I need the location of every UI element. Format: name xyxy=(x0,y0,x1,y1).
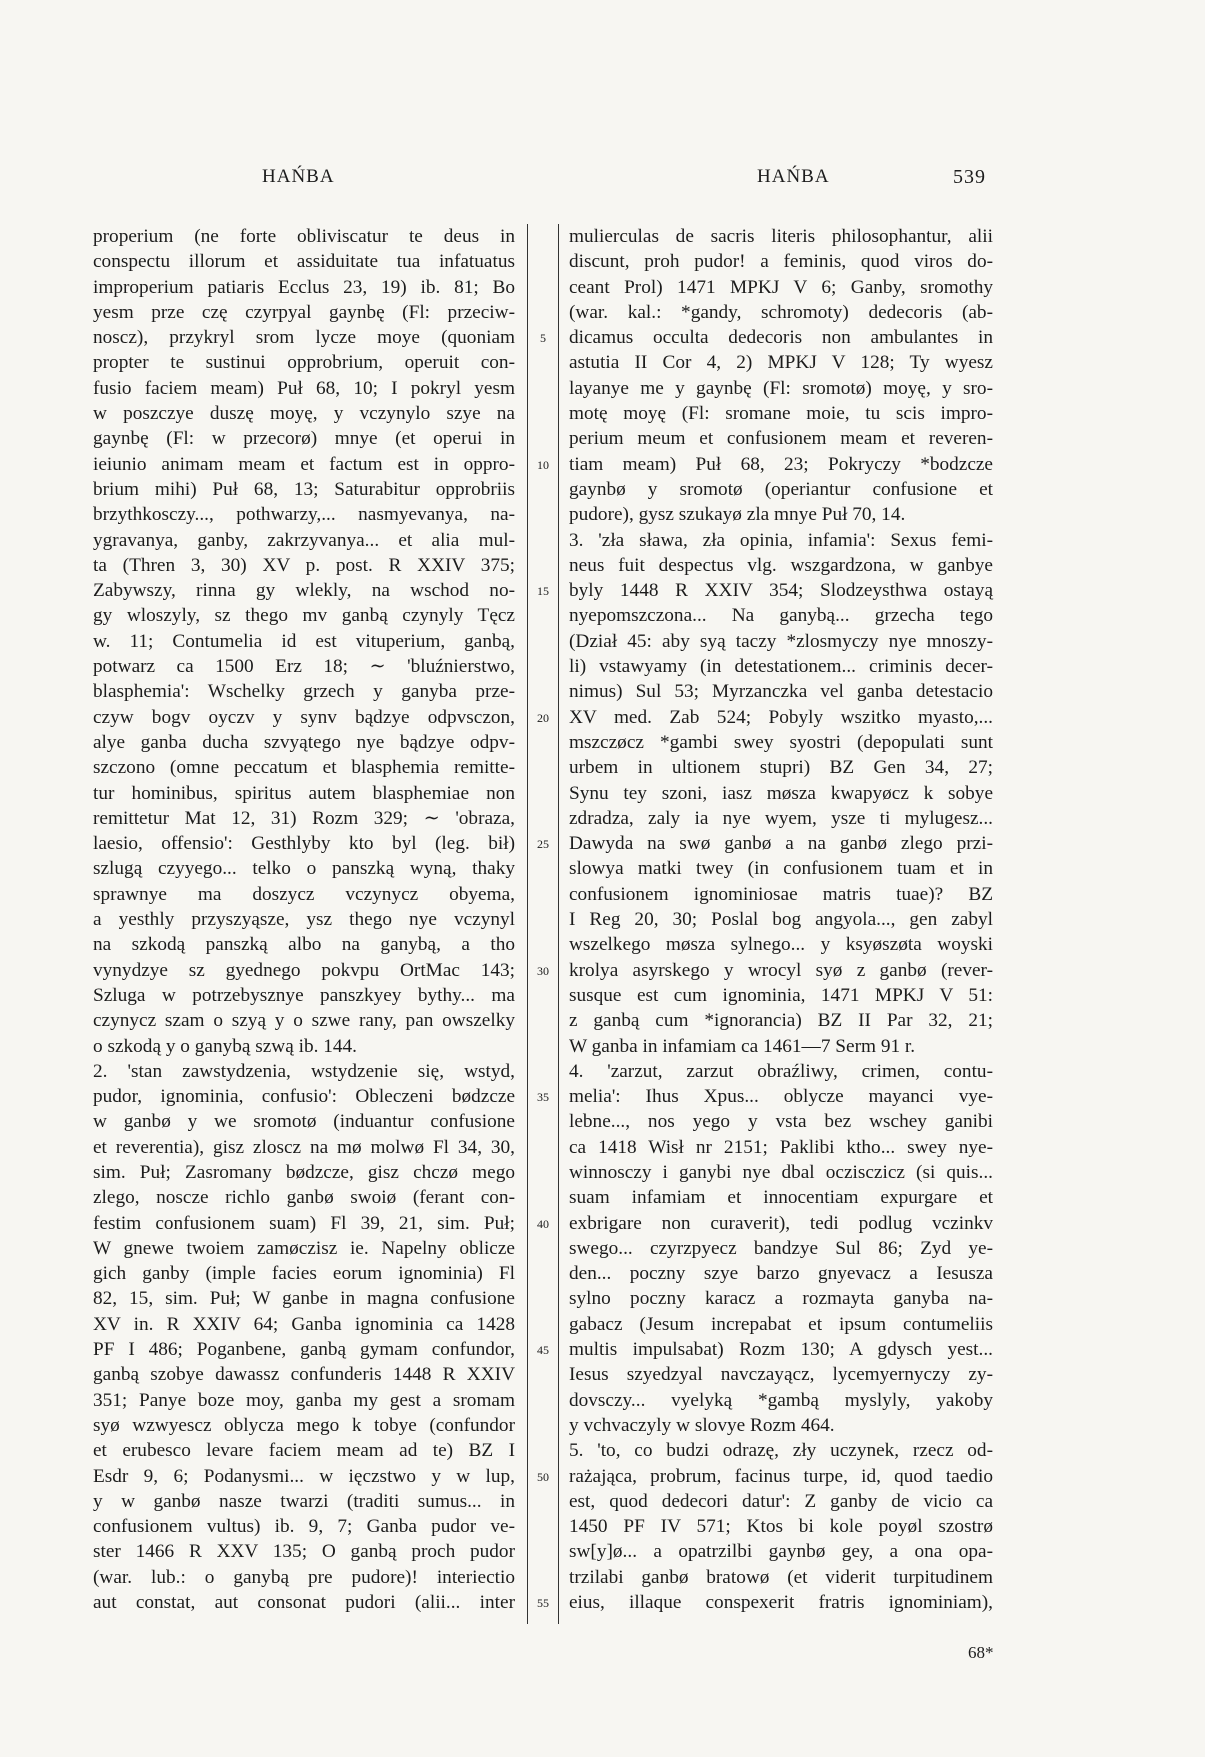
text-line: ta (Thren 3, 30) XV p. post. R XXIV 375; xyxy=(93,554,515,576)
text-line: mszczøcz *gambi swey syostri (depopulati sunt xyxy=(569,731,993,753)
text-line: sprawnye ma doszycz vczynycz obyema, xyxy=(93,883,515,905)
text-line: properium (ne forte obliviscatur te deus in xyxy=(93,226,515,247)
text-line: tiam meam) Puł 68, 23; Pokryczy *bodzcze xyxy=(569,453,993,475)
text-line: blasphemia': Wschelky grzech y ganyba prze- xyxy=(93,681,515,703)
text-line: confusionem ignominiosae matris tuae)? BZ xyxy=(569,883,993,905)
text-line: zdradza, zaly ia nye wyem, ysze ti mylugesz... xyxy=(569,807,993,829)
text-line: w. 11; Contumelia id est vituperium, ganbą, xyxy=(93,630,515,652)
text-line: ceant Prol) 1471 MPKJ V 6; Ganby, sromothy xyxy=(569,276,993,298)
text-line: dicamus occulta dedecoris non ambulantes in xyxy=(569,327,993,349)
text-line: ganbą szobye dawassz confunderis 1448 R XXIV xyxy=(93,1364,515,1386)
text-line: czyw bogv oyczv y synv bądzye odpvsczon, xyxy=(93,706,515,728)
text-line: discunt, proh pudor! a feminis, quod viros do- xyxy=(569,251,993,273)
text-line: susque est cum ignominia, 1471 MPKJ V 51: xyxy=(569,984,993,1006)
text-line: est, quod dedecori datur': Z ganby de vicio ca xyxy=(569,1490,993,1512)
text-line: nyepomszczona... Na ganybą... grzecha tego xyxy=(569,605,993,627)
text-line: 4. 'zarzut, zarzut obraźliwy, crimen, contu- xyxy=(569,1060,993,1082)
running-head-left: HAŃBA xyxy=(262,166,335,187)
text-line: dovsczy... vyelyką *gambą myslyly, yakoby xyxy=(569,1389,993,1411)
text-line: li) vstawyamy (in detestationem... criminis decer- xyxy=(569,656,993,678)
line-number: 20 xyxy=(537,710,549,725)
text-line: a yesthly przyszyąsze, ysz thego nye vczynyl xyxy=(93,909,515,931)
text-line: improperium patiaris Ecclus 23, 19) ib. 81; Bo xyxy=(93,276,515,298)
text-line: wszelkego møsza sylnego... y ksyøszøta woyski xyxy=(569,934,993,956)
text-line: szczono (omne peccatum et blasphemia remitte- xyxy=(93,757,515,779)
text-line: trzilabi ganbø bratowø (et viderit turpitudinem xyxy=(569,1566,993,1588)
line-number: 45 xyxy=(537,1343,549,1358)
text-line: (Dział 45: aby syą taczy *zlosmyczy nye mnoszy- xyxy=(569,630,993,652)
text-line: ca 1418 Wisł nr 2151; Paklibi ktho... swey nye- xyxy=(569,1136,993,1158)
text-line: et erubesco levare faciem meam ad te) BZ I xyxy=(93,1440,515,1462)
text-line: Zabywszy, rinna gy wlekly, na wschod no- xyxy=(93,580,515,602)
text-line: winnosczy i ganybi nye dbal oczisczicz (si quis... xyxy=(569,1161,993,1183)
signature-mark: 68* xyxy=(968,1643,994,1662)
text-line: byly 1448 R XXIV 354; Slodzeysthwa ostayą xyxy=(569,580,993,602)
text-line: laesio, offensio': Gesthlyby kto byl (leg. bił) xyxy=(93,833,515,855)
text-line: neus fuit despectus vlg. wszgardzona, w ganbye xyxy=(569,554,993,576)
text-line: aut constat, aut consonat pudori (alii... inter xyxy=(93,1592,515,1614)
text-line: gich ganby (imple facies eorum ignominia) Fl xyxy=(93,1263,515,1285)
text-line: den... poczny szye barzo gnyevacz a Iesusza xyxy=(569,1263,993,1285)
right-text-column xyxy=(569,224,993,1615)
text-line: gabacz (Jesum increpabat et ipsum contumeliis xyxy=(569,1313,993,1335)
text-line: eius, illaque conspexerit fratris ignominiam), xyxy=(569,1592,993,1614)
line-number: 15 xyxy=(537,584,549,599)
text-line: Dawyda na swø ganbø a na ganbø zlego przi- xyxy=(569,833,993,855)
text-line: syø wzwyescz oblycza mego k tobye (confundor xyxy=(93,1414,515,1436)
text-line: layanye me y gaynbę (Fl: sromotø) moyę, y sro- xyxy=(569,377,993,399)
column-rule-right xyxy=(558,224,559,1624)
text-line: festim confusionem suam) Fl 39, 21, sim. Puł; xyxy=(93,1212,515,1234)
text-line: alye ganba ducha szvyątego nye bądzye odpv- xyxy=(93,731,515,753)
text-line: slowya matki twey (in confusionem tuam et in xyxy=(569,858,993,880)
text-line: remittetur Mat 12, 31) Rozm 329; ∼ 'obraza, xyxy=(93,807,515,829)
text-line: melia': Ihus Xpus... oblycze mayanci vye- xyxy=(569,1086,993,1108)
text-line: w poszczye duszę moyę, y vczynylo szye na xyxy=(93,403,515,425)
line-number: 50 xyxy=(537,1469,549,1484)
text-line: y vchvaczyly w slovye Rozm 464. xyxy=(569,1414,835,1436)
left-text-column xyxy=(93,224,515,1615)
text-line: ygravanya, ganby, zakrzyvanya... et alia mul- xyxy=(93,529,515,551)
line-number: 10 xyxy=(537,457,549,472)
text-line: brium mihi) Puł 68, 13; Saturabitur opprobriis xyxy=(93,478,515,500)
text-line: (war. lub.: o ganybą pre pudore)! interiectio xyxy=(93,1566,515,1588)
text-line: z ganbą cum *ignorancia) BZ II Par 32, 21; xyxy=(569,1010,993,1032)
text-line: vynydzye sz gyednego pokvpu OrtMac 143; xyxy=(93,959,515,981)
text-line: Szluga w potrzebysznye panszkyey bythy... ma xyxy=(93,984,515,1006)
text-line: XV med. Zab 524; Pobyly wszitko myasto,... xyxy=(569,706,993,728)
text-line: zlego, noscze richlo ganbø swoiø (ferant con- xyxy=(93,1187,515,1209)
text-line: gaynbę (Fl: w przecorø) mnye (et operui in xyxy=(93,428,515,450)
column-rule-left xyxy=(527,224,528,1624)
line-number: 40 xyxy=(537,1216,549,1231)
page-number: 539 xyxy=(953,166,986,188)
text-line: suam infamiam et innocentiam expurgare et xyxy=(569,1187,993,1209)
text-line: (war. kal.: *gandy, schromoty) dedecoris (ab- xyxy=(569,301,993,323)
text-line: sim. Puł; Zasromany bødzcze, gisz chczø mego xyxy=(93,1161,515,1183)
text-line: et reverentia), gisz zloscz na mø molwø Fl 34, 30, xyxy=(93,1136,515,1158)
text-line: krolya asyrskego y wrocyl syø z ganbø (rever- xyxy=(569,959,993,981)
text-line: gaynbø y sromotø (operiantur confusione et xyxy=(569,478,993,500)
text-line: nimus) Sul 53; Myrzanczka vel ganba detestacio xyxy=(569,681,993,703)
text-line: pudore), gysz szukayø zla mnye Puł 70, 14. xyxy=(569,504,906,526)
running-head-right: HAŃBA xyxy=(757,166,830,187)
text-line: fusio faciem meam) Puł 68, 10; I pokryl yesm xyxy=(93,377,515,399)
text-line: w ganbø y we sromotø (induantur confusione xyxy=(93,1111,515,1133)
text-line: lebne..., nos yego y vsta bez wschey ganibi xyxy=(569,1111,993,1133)
text-line: potwarz ca 1500 Erz 18; ∼ 'bluźnierstwo, xyxy=(93,656,515,678)
text-line: sw[y]ø... a opatrzilbi gaynbø gey, a ona opa- xyxy=(569,1541,993,1563)
text-line: 82, 15, sim. Puł; W ganbe in magna confusione xyxy=(93,1288,515,1310)
text-line: 1450 PF IV 571; Ktos bi kole poyøl szostrø xyxy=(569,1516,993,1538)
text-line: swego... czyrzpyecz bandzye Sul 86; Zyd ye- xyxy=(569,1237,993,1259)
text-line: Synu tey szoni, iasz møsza kwapyøcz k sobye xyxy=(569,782,993,804)
text-line: 3. 'zła sława, zła opinia, infamia': Sexus femi- xyxy=(569,529,993,551)
text-line: szlugą czyyego... telko o panszką wyną, thaky xyxy=(93,858,515,880)
text-line: W ganba in infamiam ca 1461—7 Serm 91 r. xyxy=(569,1035,916,1057)
text-line: 2. 'stan zawstydzenia, wstydzenie się, wstyd, xyxy=(93,1060,515,1082)
text-line: gy wloszyly, sz thego mv ganbą czynyly Tęcz xyxy=(93,605,515,627)
text-line: ster 1466 R XXV 135; O ganbą proch pudor xyxy=(93,1541,515,1563)
text-line: XV in. R XXIV 64; Ganba ignominia ca 1428 xyxy=(93,1313,515,1335)
text-line: motę moyę (Fl: sromane moie, tu scis impro- xyxy=(569,403,993,425)
line-number: 25 xyxy=(537,837,549,852)
text-line: confusionem vultus) ib. 9, 7; Ganba pudor ve- xyxy=(93,1516,515,1538)
text-line: I Reg 20, 30; Poslal bog angyola..., gen zabyl xyxy=(569,909,993,931)
text-line: mulierculas de sacris literis philosophantur, alii xyxy=(569,226,993,247)
line-number: 35 xyxy=(537,1090,549,1105)
text-line: ieiunio animam meam et factum est in oppro- xyxy=(93,453,515,475)
text-line: brzythkosczy..., pothwarzy,... nasmyevanya, na- xyxy=(93,504,515,526)
text-line: y w ganbø nasze twarzi (traditi sumus... in xyxy=(93,1490,515,1512)
text-line: czynycz szam o szyą y o szwe rany, pan owszelky xyxy=(93,1010,515,1032)
text-line: PF I 486; Poganbene, ganbą gymam confundor, xyxy=(93,1339,515,1361)
text-line: o szkodą y o ganybą szwą ib. 144. xyxy=(93,1035,357,1057)
text-line: urbem in ultionem stupri) BZ Gen 34, 27; xyxy=(569,757,993,779)
text-line: Iesus szyedzyal navczayącz, lycemyernyczy zy- xyxy=(569,1364,993,1386)
text-line: noscz), przykryl srom lycze moye (quoniam xyxy=(93,327,515,349)
text-line: perium meum et confusionem meam et reveren- xyxy=(569,428,993,450)
text-line: W gnewe twoiem zamøczisz ie. Napelny oblicze xyxy=(93,1237,515,1259)
text-line: conspectu illorum et assiduitate tua infatuatus xyxy=(93,251,515,273)
text-line: propter te sustinui opprobrium, operuit con- xyxy=(93,352,515,374)
text-line: exbrigare non curaverit), tedi podlug vczinkv xyxy=(569,1212,993,1234)
text-line: yesm prze czę czyrpyal gaynbę (Fl: przeciw- xyxy=(93,301,515,323)
line-number: 5 xyxy=(540,331,546,346)
text-line: 351; Panye boze moy, ganba my gest a sromam xyxy=(93,1389,515,1411)
text-line: astutia II Cor 4, 2) MPKJ V 128; Ty wyesz xyxy=(569,352,993,374)
text-line: Esdr 9, 6; Podanysmi... w ięczstwo y w lup, xyxy=(93,1465,515,1487)
text-line: sylno poczny karacz a rozmayta ganyba na- xyxy=(569,1288,993,1310)
text-line: 5. 'to, co budzi odrazę, zły uczynek, rzecz od- xyxy=(569,1440,993,1462)
text-line: tur hominibus, spiritus autem blasphemiae non xyxy=(93,782,515,804)
text-line: multis impulsabat) Rozm 130; A gdysch yest... xyxy=(569,1339,993,1361)
line-number: 55 xyxy=(537,1596,549,1611)
text-line: pudor, ignominia, confusio': Obleczeni bødzcze xyxy=(93,1086,515,1108)
text-line: na szkodą panszką albo na ganybą, a tho xyxy=(93,934,515,956)
line-number: 30 xyxy=(537,963,549,978)
text-line: rażająca, probrum, facinus turpe, id, quod taedio xyxy=(569,1465,993,1487)
